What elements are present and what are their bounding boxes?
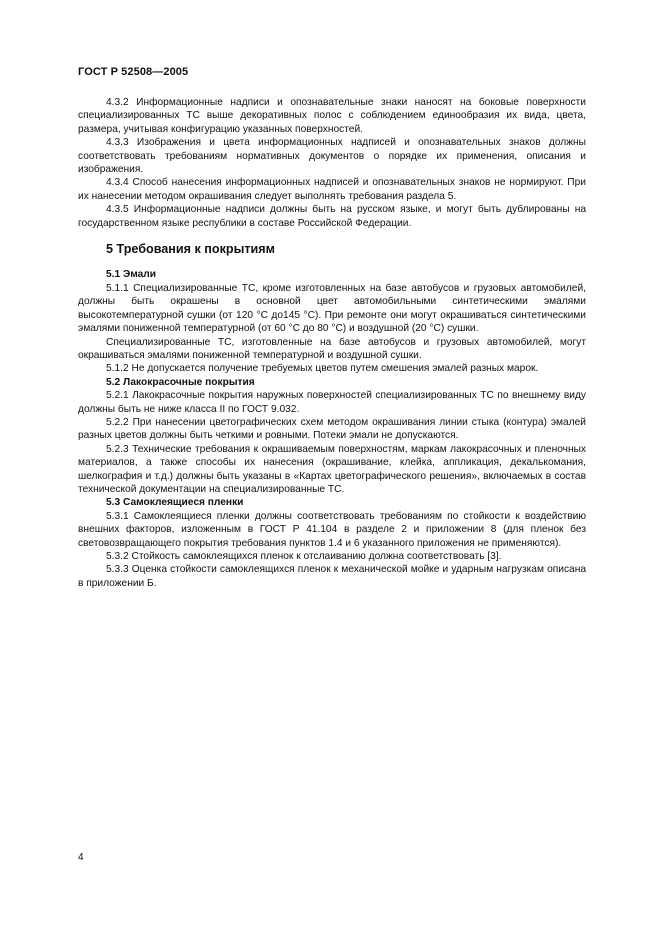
paragraph-4-3-4: 4.3.4 Способ нанесения информационных надписей и опознавательных знаков не нормируют. При их нанесении методом окрашивания следует выполнять требования раздела 5.: [78, 177, 586, 202]
document-header: ГОСТ Р 52508—2005: [78, 66, 189, 78]
paragraph-5-1-1: 5.1.1 Специализированные ТС, кроме изготовленных на базе автобусов и грузовых автомобилей, должны быть окрашены в основной цвет автомобильными синтетическими эмалями высокотемпературной сушки (от 120 °С до145 °С). При ремонте они могут окрашиваться синтетическими эмалями пониженной температурной (от 60 °С до 80 °С) и воздушной (20 °С) сушки.: [78, 282, 586, 335]
paragraph-5-3-2: 5.3.2 Стойкость самоклеящихся пленок к отслаиванию должна соответствовать [3].: [106, 551, 502, 562]
subsection-title-5-3: 5.3 Самоклеящиеся пленки: [106, 497, 244, 509]
document-body: [78, 96, 586, 590]
paragraph-5-3-1: 5.3.1 Самоклеящиеся пленки должны соответствовать требованиям по стойкости к воздействию внешних факторов, изложенным в ГОСТ Р 41.104 в разделе 2 и приложении 8 (для пленок без световозвращающего покрытия требования пунктов 1.4 и 6 указанного приложения не применяются).: [78, 510, 586, 549]
paragraph-4-3-2: 4.3.2 Информационные надписи и опознавательные знаки наносят на боковые поверхности специализированных ТС выше декоративных полос с соблюдением единообразия их вида, цвета, размера, учитывая конфигурацию указанных поверхностей.: [78, 97, 586, 135]
subsection-title-5-2: 5.2 Лакокрасочные покрытия: [106, 376, 255, 388]
paragraph-5-2-1: 5.2.1 Лакокрасочные покрытия наружных поверхностей специализированных ТС по внешнему виду должны быть не ниже класса II по ГОСТ 9.032.: [78, 390, 586, 415]
paragraph-4-3-3: 4.3.3 Изображения и цвета информационных надписей и опознавательных знаков должны соответствовать требованиям нормативных документов о порядке их применения, описания и изображения.: [78, 137, 586, 176]
paragraph-5-3-3: 5.3.3 Оценка стойкости самоклеящихся пленок к механической мойке и ударным нагрузкам описана в приложении Б.: [78, 564, 586, 589]
paragraph-5-2-2: 5.2.2 При нанесении цветографических схем методом окрашивания линии стыка (контура) эмалей разных цветов должны быть четкими и ровными. Потеки эмали не допускаются.: [78, 416, 586, 442]
paragraph-5-1-2: 5.1.2 Не допускается получение требуемых цветов путем смешения эмалей разных марок.: [106, 363, 539, 375]
page-number: 4: [78, 852, 84, 863]
paragraph-5-1-1-cont: Специализированные ТС, изготовленные на базе автобусов и грузовых автомобилей, могут окрашиваться эмалями пониженной температурной и воздушной сушки.: [78, 336, 586, 361]
paragraph-4-3-5: 4.3.5 Информационные надписи должны быть на русском языке, и могут быть дублированы на государственном языке республики в составе Российской Федерации.: [78, 204, 586, 229]
paragraph-5-2-3: 5.2.3 Технические требования к окрашиваемым поверхностям, маркам лакокрасочных и пленочных материалов, а также способы их нанесения (окрашивание, клейка, аппликация, декалькомания, шелкография и т.д.) должны быть указаны в «Картах цветографического решения», включаемых в состав технической документации на специализированные ТС.: [78, 443, 586, 495]
section-title: 5 Требования к покрытиям: [106, 242, 275, 257]
subsection-title-5-1: 5.1 Эмали: [106, 269, 157, 281]
